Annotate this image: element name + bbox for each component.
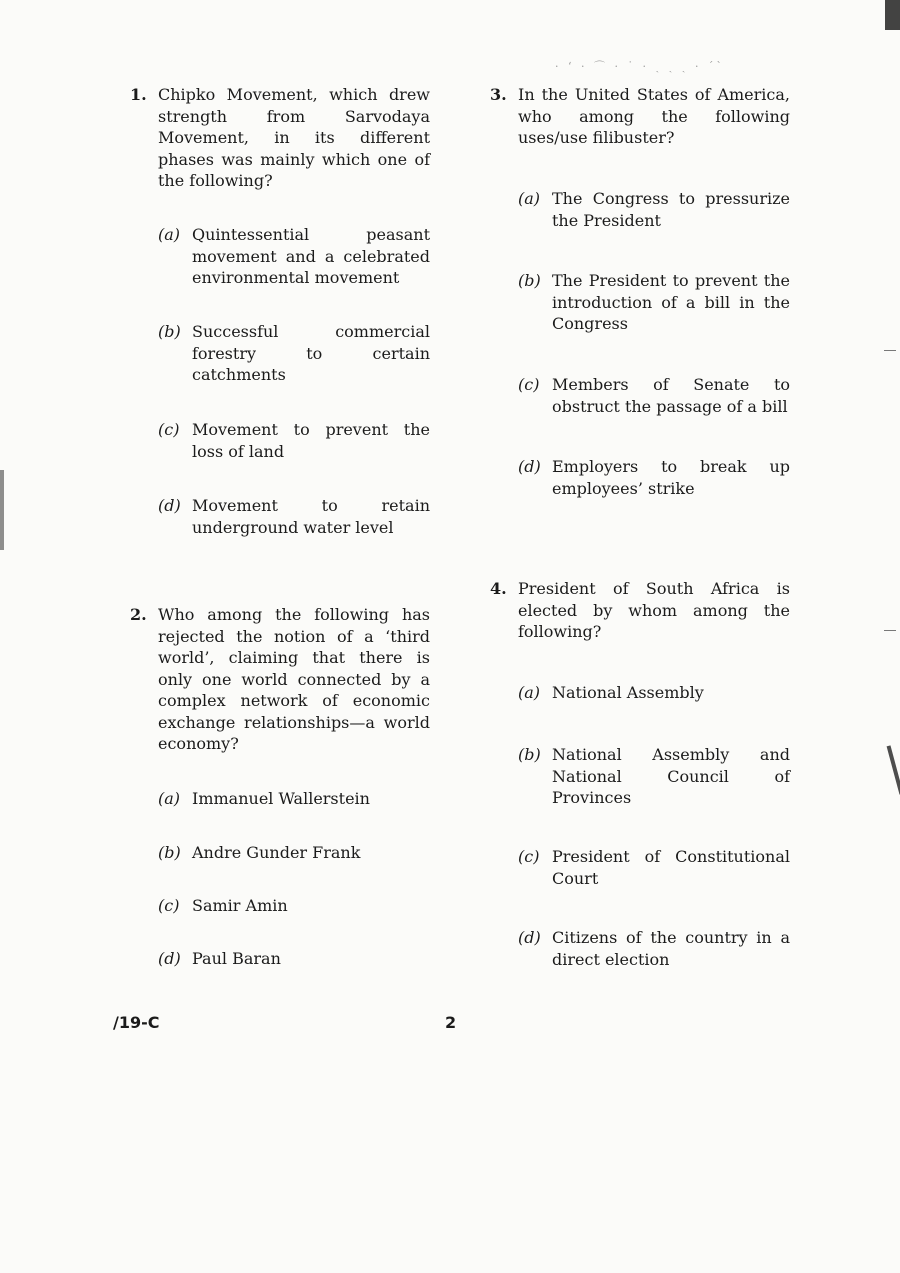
option-b [518, 270, 790, 335]
question-number: 4. [490, 579, 507, 598]
option-d [518, 927, 790, 970]
scan-artifact [887, 745, 900, 794]
scan-artifact [885, 0, 900, 30]
option-label: (b) [158, 843, 181, 862]
option-text: Employers to break up employees’ strike [552, 457, 790, 498]
option-text: The President to prevent the introduction of a bill in the Congress [552, 271, 790, 333]
option-text: Andre Gunder Frank [192, 843, 361, 862]
scan-noise: · ‘ · ⌒ · ˙ · ˎ ˎ ˎ · ˊˋ [555, 60, 725, 73]
option-label: (c) [518, 847, 540, 866]
option-text: The Congress to pressurize the President [552, 189, 790, 230]
option-label: (a) [158, 225, 181, 244]
option-c [518, 846, 790, 889]
option-text: Citizens of the country in a direct election [552, 928, 790, 969]
option-label: (b) [518, 271, 541, 290]
scan-artifact [0, 470, 4, 550]
option-c [158, 419, 430, 462]
question-text: 2. Who among the following has rejected the notion of a ‘third world’, claiming that there is only one world connected by a complex network of economic exchange relationships—a world economy? [130, 605, 430, 753]
option-label: (d) [518, 457, 541, 476]
option-label: (a) [158, 789, 181, 808]
option-text: National Assembly [552, 683, 704, 702]
question-3 [490, 84, 790, 498]
option-d [158, 495, 430, 538]
question-1 [130, 84, 430, 537]
question-number: 1. [130, 85, 147, 104]
option-d [158, 948, 430, 970]
option-text: Samir Amin [192, 896, 288, 915]
scan-artifact [884, 350, 896, 351]
option-text: Quintessential peasant movement and a celebrated environmental movement [192, 225, 430, 287]
option-label: (d) [158, 949, 181, 968]
option-text: Members of Senate to obstruct the passage of a bill [552, 375, 790, 416]
scan-artifact [884, 630, 896, 631]
option-text: National Assembly and National Council of Provinces [552, 745, 790, 807]
option-c [518, 374, 790, 417]
option-text: Successful commercial forestry to certain catchments [192, 322, 430, 384]
question-number: 3. [490, 85, 507, 104]
question-4 [490, 578, 790, 969]
option-a [158, 788, 430, 810]
question-text: 3. In the United States of America, who among the following uses/use filibuster? [490, 85, 790, 147]
option-a [518, 188, 790, 231]
option-c [158, 895, 430, 917]
option-a [158, 224, 430, 289]
option-text: Movement to prevent the loss of land [192, 420, 430, 461]
question-text: 1. Chipko Movement, which drew strength from Sarvodaya Movement, in its different phases was mainly which one of the following? [130, 85, 430, 190]
option-d [518, 456, 790, 499]
option-label: (a) [518, 683, 541, 702]
option-label: (b) [518, 745, 541, 764]
option-text: President of Constitutional Court [552, 847, 790, 888]
option-label: (b) [158, 322, 181, 341]
question-2 [130, 604, 430, 968]
option-label: (d) [158, 496, 181, 515]
option-b [158, 321, 430, 386]
page-number: 2 [445, 1013, 457, 1032]
option-a [518, 682, 790, 704]
option-label: (c) [158, 420, 180, 439]
option-label: (c) [518, 375, 540, 394]
option-label: (d) [518, 928, 541, 947]
option-text: Immanuel Wallerstein [192, 789, 370, 808]
option-label: (a) [518, 189, 541, 208]
paper-code: /19-C [113, 1013, 160, 1032]
option-label: (c) [158, 896, 180, 915]
option-text: Paul Baran [192, 949, 281, 968]
question-number: 2. [130, 605, 147, 624]
option-b [158, 842, 430, 864]
option-b [518, 744, 790, 809]
option-text: Movement to retain underground water level [192, 496, 430, 537]
question-text: 4. President of South Africa is elected by whom among the following? [490, 579, 790, 641]
